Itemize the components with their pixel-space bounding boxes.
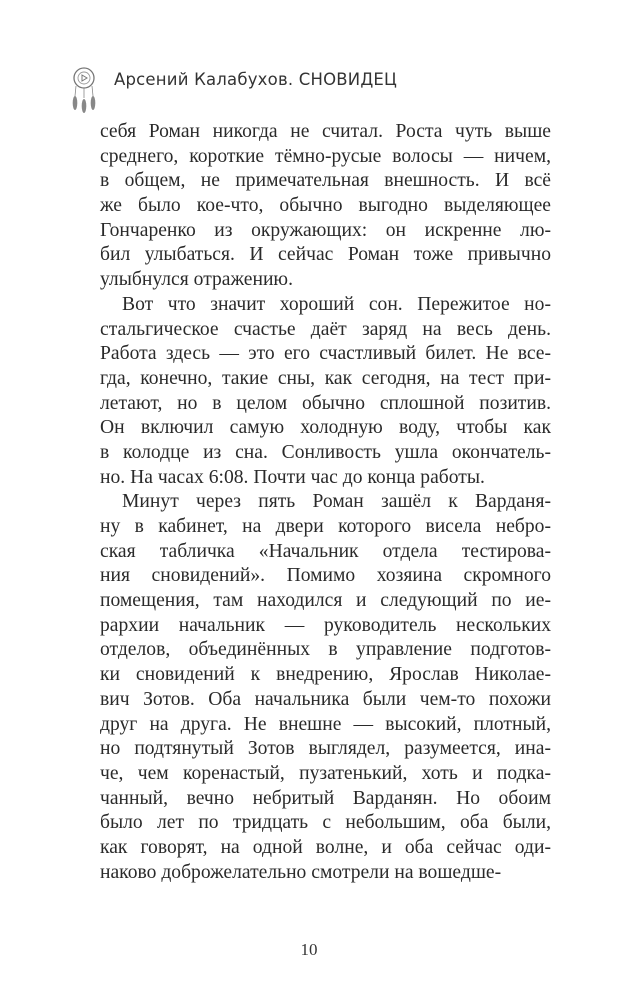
page-number: 10 bbox=[300, 940, 318, 959]
text-line: Он включил самую холодную воду, чтобы как bbox=[100, 417, 551, 439]
text-line: че, чем коренастый, пузатенький, хоть и подка- bbox=[100, 762, 551, 784]
text-line: рархии начальник — руководитель нескольких bbox=[100, 614, 551, 636]
text-line: же было кое-что, обычно выгодно выделяющее bbox=[100, 195, 551, 217]
text-line: в общем, не примечательная внешность. И всё bbox=[100, 170, 551, 192]
text-line: наково доброжелательно смотрели на вошедше- bbox=[100, 861, 502, 883]
text-line: Вот что значит хороший сон. Пережитое но- bbox=[122, 293, 551, 315]
text-line: гда, конечно, такие сны, как сегодня, на тест при- bbox=[100, 367, 551, 389]
text-line: помещения, там находился и следующий по ие- bbox=[100, 590, 551, 612]
text-line: Минут через пять Роман зашёл к Варданя- bbox=[122, 491, 551, 513]
text-line: ки сновидений к внедрению, Ярослав Николае- bbox=[100, 664, 551, 686]
text-line: отделов, объединённых в управление подготов- bbox=[100, 639, 551, 661]
text-line: но подтянутый Зотов выглядел, разумеется, ина- bbox=[100, 738, 551, 760]
text-line: себя Роман никогда не считал. Роста чуть выше bbox=[100, 121, 551, 142]
running-header bbox=[70, 66, 397, 114]
text-line: Работа здесь — это его счастливый билет. Не все- bbox=[100, 343, 551, 365]
text-line: Гончаренко из окружающих: он искренне лю- bbox=[100, 219, 551, 241]
text-line: в колодце из сна. Сонливость ушла окончатель- bbox=[100, 441, 551, 463]
text-line: чанный, вечно небритый Варданян. Но обоим bbox=[100, 787, 551, 809]
text-line: среднего, короткие тёмно-русые волосы — ничем, bbox=[100, 145, 551, 167]
text-line: улыбнулся отражению. bbox=[100, 269, 293, 291]
text-line: вич Зотов. Оба начальника были чем-то похожи bbox=[100, 688, 551, 710]
paragraph bbox=[100, 490, 551, 885]
text-line: бил улыбаться. И сейчас Роман тоже привычно bbox=[100, 244, 551, 266]
paragraph bbox=[100, 293, 551, 491]
text-line: летают, но в целом обычно сплошной позитив. bbox=[100, 392, 551, 414]
text-line: ская табличка «Начальник отдела тестирова- bbox=[100, 540, 551, 562]
text-line: стальгическое счастье даёт заряд на весь день. bbox=[100, 318, 551, 340]
body-text bbox=[100, 120, 551, 885]
dreamcatcher-icon bbox=[70, 66, 100, 114]
paragraph bbox=[100, 120, 551, 293]
text-line: ну в кабинет, на двери которого висела небро- bbox=[100, 516, 551, 537]
text-line: было лет по тридцать с небольшим, оба были, bbox=[100, 812, 551, 834]
text-line: друг на друга. Не внешне — высокий, плотный, bbox=[100, 713, 551, 735]
text-line: ния сновидений». Помимо хозяина скромного bbox=[100, 565, 551, 587]
text-line: как говорят, на одной волне, и оба сейчас оди- bbox=[100, 836, 551, 858]
book-title: Арсений Калабухов. СНОВИДЕЦ bbox=[114, 70, 398, 89]
text-line: но. На часах 6:08. Почти час до конца работы. bbox=[100, 466, 485, 488]
